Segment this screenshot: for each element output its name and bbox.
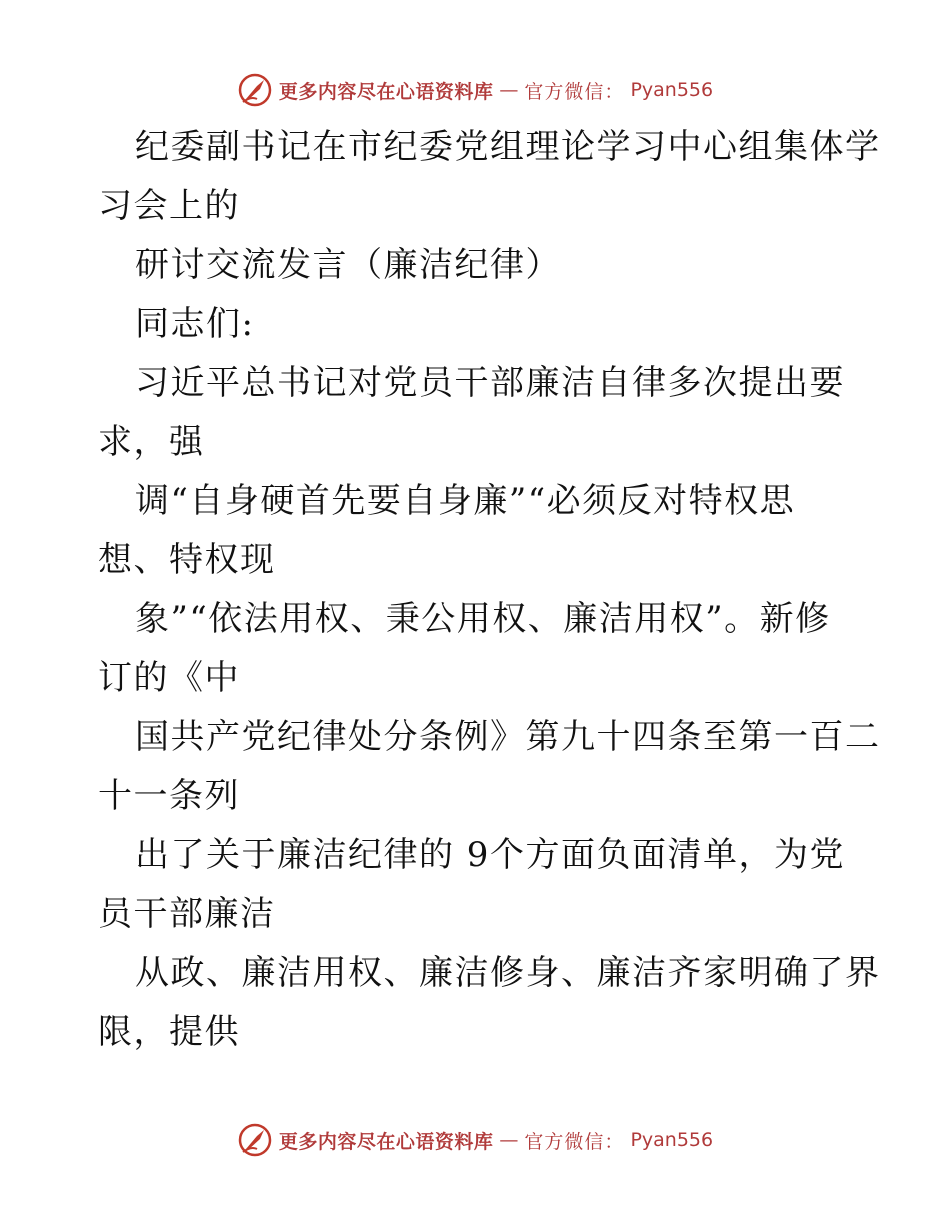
text-line: 求，强 [98, 422, 205, 462]
document-body [98, 118, 881, 1062]
text-line: 纪委副书记在市纪委党组理论学习中心组集体学 [135, 127, 881, 167]
text-line: 十一条列 [98, 776, 240, 816]
watermark-dash: — [499, 79, 519, 101]
text-line: 象”“依法用权、秉公用权、廉洁用权”。新修 [135, 599, 831, 639]
text-line: 限，提供 [98, 1012, 240, 1052]
footer-watermark [0, 1120, 950, 1160]
text-line: 国共产党纪律处分条例》第九十四条至第一百二 [135, 717, 881, 757]
text-line: 想、特权现 [98, 540, 276, 580]
text-line: 习近平总书记对党员干部廉洁自律多次提出要 [135, 363, 845, 403]
watermark-wechat-id: Pyan556 [630, 79, 714, 101]
text-line: 订的《中 [98, 658, 240, 698]
watermark-official-label: 官方微信： [524, 80, 625, 103]
text-line: 研讨交流发言（廉洁纪律） [135, 245, 561, 285]
text-line: 出了关于廉洁纪律的 9个方面负面清单，为党 [135, 835, 845, 875]
text-line: 从政、廉洁用权、廉洁修身、廉洁齐家明确了界 [135, 953, 881, 993]
quill-logo-icon [237, 1122, 273, 1158]
watermark-wechat-id: Pyan556 [630, 1129, 714, 1151]
quill-logo-icon [237, 72, 273, 108]
watermark-primary-text: 更多内容尽在心语资料库 [278, 1130, 494, 1153]
text-line: 调“自身硬首先要自身廉”“必须反对特权思 [135, 481, 796, 521]
text-line: 同志们: [135, 304, 255, 344]
header-watermark [0, 70, 950, 110]
watermark-official-label: 官方微信： [524, 1130, 625, 1153]
watermark-primary-text: 更多内容尽在心语资料库 [278, 80, 494, 103]
watermark-dash: — [499, 1129, 519, 1151]
text-line: 员干部廉洁 [98, 894, 276, 934]
text-line: 习会上的 [98, 186, 240, 226]
